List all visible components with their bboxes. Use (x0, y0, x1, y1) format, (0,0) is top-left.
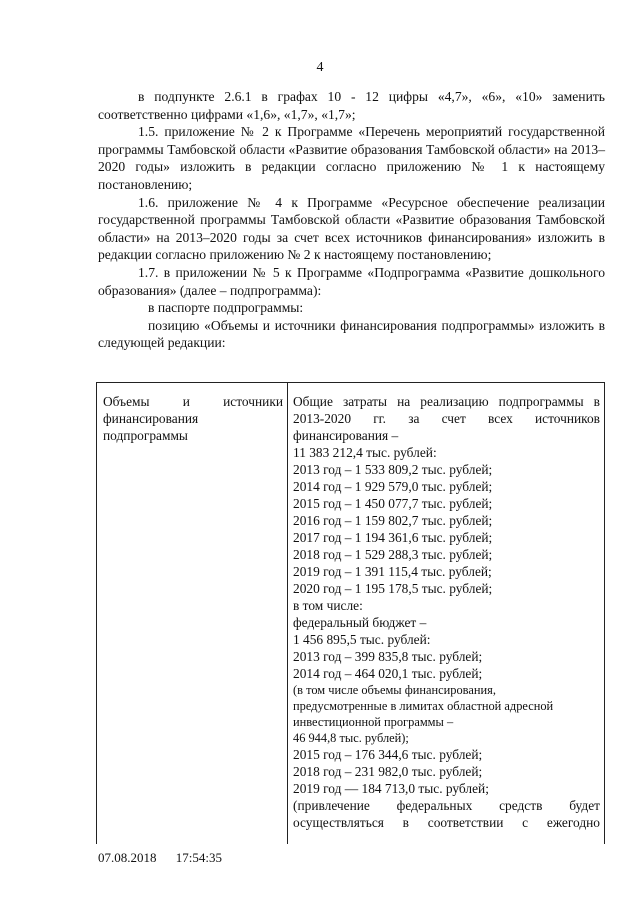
table-left-cell (97, 383, 288, 844)
right-cell-line: Общие затраты на реализацию подпрограммы в (293, 394, 600, 409)
right-cell-line: 2013 год – 399 835,8 тыс. рублей; (293, 649, 483, 664)
paragraph-passport: в паспорте подпрограммы: (148, 300, 304, 316)
right-cell-line: 2014 год – 464 020,1 тыс. рублей; (293, 666, 483, 681)
right-cell-line: 11 383 212,4 тыс. рублей: (293, 445, 437, 460)
document-body (98, 88, 605, 352)
financing-table (96, 382, 605, 844)
right-cell-line: 2017 год – 1 194 361,6 тыс. рублей; (293, 530, 493, 545)
right-cell-line: 2016 год – 1 159 802,7 тыс. рублей; (293, 513, 493, 528)
right-cell-line: 2015 год – 1 450 077,7 тыс. рублей; (293, 496, 493, 511)
paragraph-1-6: 1.6. приложение № 4 к Программе «Ресурсное обеспечение реализации государственной программы Тамбовской области «Развитие образования Тамбовской области» на 2013–2020 годы за счет всех источников финансирования» изложить в редакции согласно приложению № 2 к настоящему постановлению; (98, 194, 605, 263)
right-cell-line: осуществляться в соответствии с ежегодно (293, 815, 600, 830)
left-cell-line: подпрограммы (103, 428, 188, 443)
right-cell-line: 1 456 895,5 тыс. рублей: (293, 632, 431, 647)
right-cell-line: 2018 год – 231 982,0 тыс. рублей; (293, 764, 483, 779)
paragraph-position: позицию «Объемы и источники финансирования подпрограммы» изложить в следующей редакции: (98, 317, 605, 351)
left-cell-line: Объемы и источники (103, 394, 283, 409)
right-cell-line: (в том числе объемы финансирования, (293, 683, 496, 697)
right-cell-line: 2015 год – 176 344,6 тыс. рублей; (293, 747, 483, 762)
print-footer (98, 850, 238, 866)
right-cell-line: 46 944,8 тыс. рублей); (293, 731, 409, 745)
paragraph-1-7: 1.7. в приложении № 5 к Программе «Подпрограмма «Развитие дошкольного образования» (далее – подпрограмма): (98, 264, 605, 298)
table-right-cell (288, 383, 604, 844)
paragraph-1-5: 1.5. приложение № 2 к Программе «Перечень мероприятий государственной программы Тамбовской области «Развитие образования Тамбовской области» на 2013–2020 годы» изложить в редакции согласно приложению № 1 к настоящему постановлению; (98, 124, 605, 192)
right-cell-line: 2019 год – 1 391 115,4 тыс. рублей; (293, 564, 492, 579)
left-cell-line: финансирования (103, 411, 199, 426)
right-cell-line: 2018 год – 1 529 288,3 тыс. рублей; (293, 547, 493, 562)
right-cell-line: 2013-2020 гг. за счет всех источников (293, 411, 600, 426)
footer-date: 07.08.2018 (98, 850, 157, 865)
right-cell-line: 2019 год — 184 713,0 тыс. рублей; (293, 781, 489, 796)
right-cell-line: 2013 год – 1 533 809,2 тыс. рублей; (293, 462, 493, 477)
right-cell-line: федеральный бюджет – (293, 615, 427, 630)
right-cell-line: финансирования – (293, 428, 399, 443)
paragraph-2-6-1: в подпункте 2.6.1 в графах 10 - 12 цифры «4,7», «6», «10» заменить соответственно цифрами «1,6», «1,7», «1,7»; (98, 89, 605, 122)
right-cell-line: 2020 год – 1 195 178,5 тыс. рублей; (293, 581, 493, 596)
right-cell-line: инвестиционной программы – (293, 715, 454, 729)
footer-time: 17:54:35 (175, 850, 222, 865)
right-cell-line: в том числе: (293, 598, 363, 613)
right-cell-line: предусмотренные в лимитах областной адресной (293, 699, 554, 713)
right-cell-line: (привлечение федеральных средств будет (293, 798, 600, 813)
page-number: 4 (316, 60, 324, 75)
right-cell-line: 2014 год – 1 929 579,0 тыс. рублей; (293, 479, 493, 494)
